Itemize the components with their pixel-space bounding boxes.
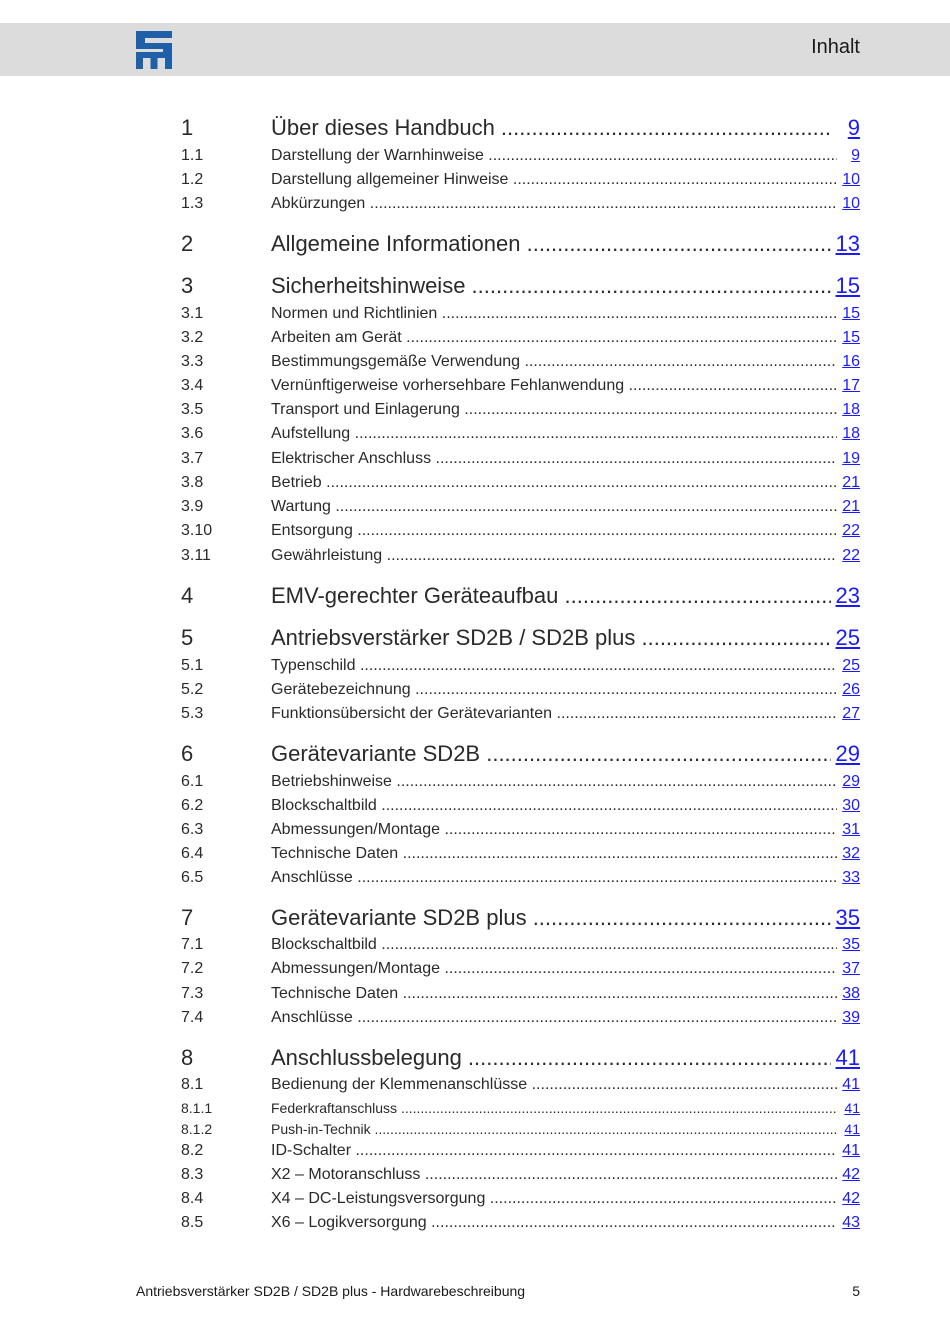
toc-section-number: 3.7 xyxy=(181,450,204,467)
toc-row[interactable] xyxy=(0,905,950,929)
toc-section-title[interactable]: Aufstellung ..... xyxy=(271,425,837,443)
toc-page-link[interactable]: 41 xyxy=(838,1142,860,1160)
toc-section-number: 4 xyxy=(181,583,194,608)
toc-row[interactable] xyxy=(0,958,950,982)
toc-section-title[interactable]: Federkraftanschluss ..... xyxy=(271,1100,837,1116)
toc-section-title[interactable]: Abkürzungen ..... xyxy=(271,195,837,213)
toc-row[interactable] xyxy=(0,625,950,649)
toc-section-title[interactable]: Anschlüsse ..... xyxy=(271,1009,837,1027)
footer-page-number: 5 xyxy=(852,1283,860,1299)
toc-page-link[interactable]: 21 xyxy=(838,498,860,516)
toc-section-title[interactable]: Blockschaltbild ..... xyxy=(271,797,837,815)
toc-section-number: 3.11 xyxy=(181,547,211,564)
toc-page-link[interactable]: 25 xyxy=(832,625,860,651)
toc-row[interactable] xyxy=(0,1164,950,1188)
toc-row[interactable] xyxy=(0,679,950,703)
toc-page-link[interactable]: 15 xyxy=(838,305,860,323)
toc-page-link[interactable]: 31 xyxy=(838,821,860,839)
toc-section-number: 6.1 xyxy=(181,773,204,790)
toc-section-number: 8.4 xyxy=(181,1190,204,1207)
toc-section-title[interactable]: Anschlüsse ..... xyxy=(271,869,837,887)
toc-page-link[interactable]: 41 xyxy=(838,1076,860,1094)
toc-section-title[interactable]: X6 – Logikversorgung ..... xyxy=(271,1214,837,1232)
toc-row[interactable] xyxy=(0,327,950,351)
toc-section-title[interactable]: Anschlussbelegung ..... xyxy=(271,1045,831,1071)
toc-section-number: 8.1.2 xyxy=(181,1121,213,1137)
toc-section-title[interactable]: Elektrischer Anschluss ..... xyxy=(271,450,837,468)
toc-page-link[interactable]: 18 xyxy=(838,401,860,419)
page-header xyxy=(0,23,950,76)
toc-section-number: 1.1 xyxy=(181,147,204,164)
toc-section-number: 7.3 xyxy=(181,985,204,1002)
toc-page-link[interactable]: 15 xyxy=(832,273,860,299)
toc-row[interactable] xyxy=(0,169,950,193)
toc-section-number: 8.3 xyxy=(181,1166,204,1183)
toc-page-link[interactable]: 38 xyxy=(838,985,860,1003)
toc-page-link[interactable]: 22 xyxy=(838,547,860,565)
toc-row[interactable] xyxy=(0,795,950,819)
toc-section-number: 8.2 xyxy=(181,1142,204,1159)
toc-section-title[interactable]: Funktionsübersicht der Gerätevarianten ..... xyxy=(271,705,837,723)
toc-section-number: 6 xyxy=(181,741,194,766)
toc-section-title[interactable]: Blockschaltbild ..... xyxy=(271,936,837,954)
toc-page-link[interactable]: 25 xyxy=(838,657,860,675)
toc-row[interactable] xyxy=(0,1045,950,1069)
toc-row[interactable] xyxy=(0,472,950,496)
toc-section-number: 6.4 xyxy=(181,845,204,862)
toc-section-number: 3.5 xyxy=(181,401,204,418)
toc-row[interactable] xyxy=(0,703,950,727)
toc-section-title[interactable]: Betriebshinweise ..... xyxy=(271,773,837,791)
toc-section-title[interactable]: Entsorgung ..... xyxy=(271,522,837,540)
toc-page-link[interactable]: 42 xyxy=(838,1190,860,1208)
toc-section-number: 8.1 xyxy=(181,1076,204,1093)
toc-section-title[interactable]: Push-in-Technik ..... xyxy=(271,1121,837,1137)
toc-section-number: 3.3 xyxy=(181,353,204,370)
toc-section-title[interactable]: Transport und Einlagerung ..... xyxy=(271,401,837,419)
toc-section-title[interactable]: Technische Daten ..... xyxy=(271,985,837,1003)
toc-section-number: 7.2 xyxy=(181,960,204,977)
toc-page-link[interactable]: 10 xyxy=(838,195,860,213)
toc-section-title[interactable]: Wartung ..... xyxy=(271,498,837,516)
footer-document-title: Antriebsverstärker SD2B / SD2B plus - Hardwarebeschreibung xyxy=(136,1283,526,1299)
toc-page-link[interactable]: 18 xyxy=(838,425,860,443)
toc-section-title[interactable]: Normen und Richtlinien ..... xyxy=(271,305,837,323)
toc-section-title[interactable]: Allgemeine Informationen ..... xyxy=(271,231,831,257)
toc-section-number: 1.3 xyxy=(181,195,204,212)
toc-section-title[interactable]: X4 – DC-Leistungsversorgung ..... xyxy=(271,1190,837,1208)
toc-page-link[interactable]: 35 xyxy=(832,905,860,931)
toc-section-title[interactable]: EMV-gerechter Geräteaufbau ..... xyxy=(271,583,831,609)
toc-row[interactable] xyxy=(0,115,950,139)
toc-page-link[interactable]: 37 xyxy=(838,960,860,978)
toc-page-link[interactable]: 29 xyxy=(832,741,860,767)
toc-row[interactable] xyxy=(0,496,950,520)
toc-page-link[interactable]: 15 xyxy=(838,329,860,347)
toc-section-number: 3.2 xyxy=(181,329,204,346)
toc-row[interactable] xyxy=(0,145,950,169)
toc-row[interactable] xyxy=(0,1140,950,1164)
toc-section-number: 2 xyxy=(181,231,194,256)
toc-section-number: 3.1 xyxy=(181,305,204,322)
toc-section-number: 5 xyxy=(181,625,194,650)
toc-row[interactable] xyxy=(0,520,950,544)
toc-row[interactable] xyxy=(0,399,950,423)
toc-section-number: 7.4 xyxy=(181,1009,204,1026)
toc-row[interactable] xyxy=(0,1212,950,1236)
toc-row[interactable] xyxy=(0,1007,950,1031)
toc-row[interactable] xyxy=(0,193,950,217)
toc-page-link[interactable]: 27 xyxy=(838,705,860,723)
toc-section-title[interactable]: ID-Schalter ..... xyxy=(271,1142,837,1160)
toc-row[interactable] xyxy=(0,983,950,1007)
toc-section-number: 6.5 xyxy=(181,869,204,886)
toc-page-link[interactable]: 32 xyxy=(838,845,860,863)
toc-section-title[interactable]: Typenschild ..... xyxy=(271,657,837,675)
toc-section-number: 3.8 xyxy=(181,474,204,491)
toc-section-number: 3.4 xyxy=(181,377,204,394)
toc-section-number: 3.6 xyxy=(181,425,204,442)
toc-page-link[interactable]: 41 xyxy=(832,1045,860,1071)
toc-row[interactable] xyxy=(0,303,950,327)
toc-row[interactable] xyxy=(0,741,950,765)
toc-page-link[interactable]: 29 xyxy=(838,773,860,791)
toc-section-title[interactable]: Darstellung der Warnhinweise ..... xyxy=(271,147,837,165)
toc-row[interactable] xyxy=(0,1074,950,1098)
toc-section-title[interactable]: Gerätebezeichnung ..... xyxy=(271,681,837,699)
toc-section-number: 5.2 xyxy=(181,681,204,698)
toc-row[interactable] xyxy=(0,1118,950,1142)
toc-section-title[interactable]: Technische Daten ..... xyxy=(271,845,837,863)
toc-row[interactable] xyxy=(0,231,950,255)
toc-row[interactable] xyxy=(0,351,950,375)
toc-row[interactable] xyxy=(0,655,950,679)
company-logo-icon xyxy=(136,31,172,69)
toc-section-title[interactable]: Bedienung der Klemmenanschlüsse ..... xyxy=(271,1076,837,1094)
toc-section-title[interactable]: Gewährleistung ..... xyxy=(271,547,837,565)
toc-page-link[interactable]: 26 xyxy=(838,681,860,699)
toc-section-number: 3.9 xyxy=(181,498,204,515)
toc-section-number: 3 xyxy=(181,273,194,298)
toc-section-title[interactable]: Bestimmungsgemäße Verwendung ..... xyxy=(271,353,837,371)
toc-page-link[interactable]: 42 xyxy=(838,1166,860,1184)
toc-section-number: 1.2 xyxy=(181,171,204,188)
toc-section-number: 7 xyxy=(181,905,194,930)
toc-section-number: 5.1 xyxy=(181,657,204,674)
toc-page-link[interactable]: 19 xyxy=(838,450,860,468)
toc-section-title[interactable]: Darstellung allgemeiner Hinweise ..... xyxy=(271,171,837,189)
toc-section-number: 8.1.1 xyxy=(181,1100,213,1116)
toc-row[interactable] xyxy=(0,545,950,569)
toc-page-link[interactable]: 33 xyxy=(838,869,860,887)
header-title: Inhalt xyxy=(811,36,860,58)
toc-page-link[interactable]: 41 xyxy=(840,1100,860,1116)
toc-section-title[interactable]: Vernünftigerweise vorhersehbare Fehlanwendung ..... xyxy=(271,377,837,395)
toc-page-link[interactable]: 9 xyxy=(847,147,860,165)
toc-row[interactable] xyxy=(0,819,950,843)
toc-section-number: 5.3 xyxy=(181,705,204,722)
toc-section-title[interactable]: Sicherheitshinweise ..... xyxy=(271,273,831,299)
toc-row[interactable] xyxy=(0,843,950,867)
toc-section-number: 7.1 xyxy=(181,936,204,953)
toc-row[interactable] xyxy=(0,423,950,447)
toc-section-title[interactable]: Gerätevariante SD2B plus ..... xyxy=(271,905,831,931)
toc-row[interactable] xyxy=(0,1188,950,1212)
toc-page-link[interactable]: 17 xyxy=(838,377,860,395)
toc-page-link[interactable]: 9 xyxy=(844,115,860,141)
toc-page-link[interactable]: 13 xyxy=(832,231,860,257)
toc-section-number: 6.2 xyxy=(181,797,204,814)
toc-section-title[interactable]: Antriebsverstärker SD2B / SD2B plus ..... xyxy=(271,625,831,651)
toc-page-link[interactable]: 23 xyxy=(832,583,860,609)
toc-row[interactable] xyxy=(0,273,950,297)
toc-section-title[interactable]: Arbeiten am Gerät ..... xyxy=(271,329,837,347)
toc-section-title[interactable]: X2 – Motoranschluss ..... xyxy=(271,1166,837,1184)
toc-row[interactable] xyxy=(0,867,950,891)
toc-row[interactable] xyxy=(0,583,950,607)
toc-page-link[interactable]: 22 xyxy=(838,522,860,540)
toc-page-link[interactable]: 41 xyxy=(840,1121,860,1137)
toc-row[interactable] xyxy=(0,448,950,472)
toc-section-number: 3.10 xyxy=(181,522,213,539)
toc-section-title[interactable]: Abmessungen/Montage ..... xyxy=(271,960,837,978)
toc-section-title[interactable]: Gerätevariante SD2B ..... xyxy=(271,741,831,767)
toc-section-title[interactable]: Über dieses Handbuch ..... xyxy=(271,115,831,141)
toc-section-number: 1 xyxy=(181,115,194,140)
toc-page-link[interactable]: 39 xyxy=(838,1009,860,1027)
toc-section-number: 8.5 xyxy=(181,1214,204,1231)
toc-page-link[interactable]: 16 xyxy=(838,353,860,371)
toc-section-number: 8 xyxy=(181,1045,194,1070)
toc-section-number: 6.3 xyxy=(181,821,204,838)
toc-page-link[interactable]: 30 xyxy=(838,797,860,815)
toc-row[interactable] xyxy=(0,771,950,795)
toc-page-link[interactable]: 10 xyxy=(838,171,860,189)
toc-section-title[interactable]: Betrieb ..... xyxy=(271,474,837,492)
toc-section-title[interactable]: Abmessungen/Montage ..... xyxy=(271,821,837,839)
toc-page-link[interactable]: 35 xyxy=(838,936,860,954)
toc-page-link[interactable]: 43 xyxy=(838,1214,860,1232)
toc-row[interactable] xyxy=(0,934,950,958)
toc-row[interactable] xyxy=(0,375,950,399)
toc-page-link[interactable]: 21 xyxy=(838,474,860,492)
